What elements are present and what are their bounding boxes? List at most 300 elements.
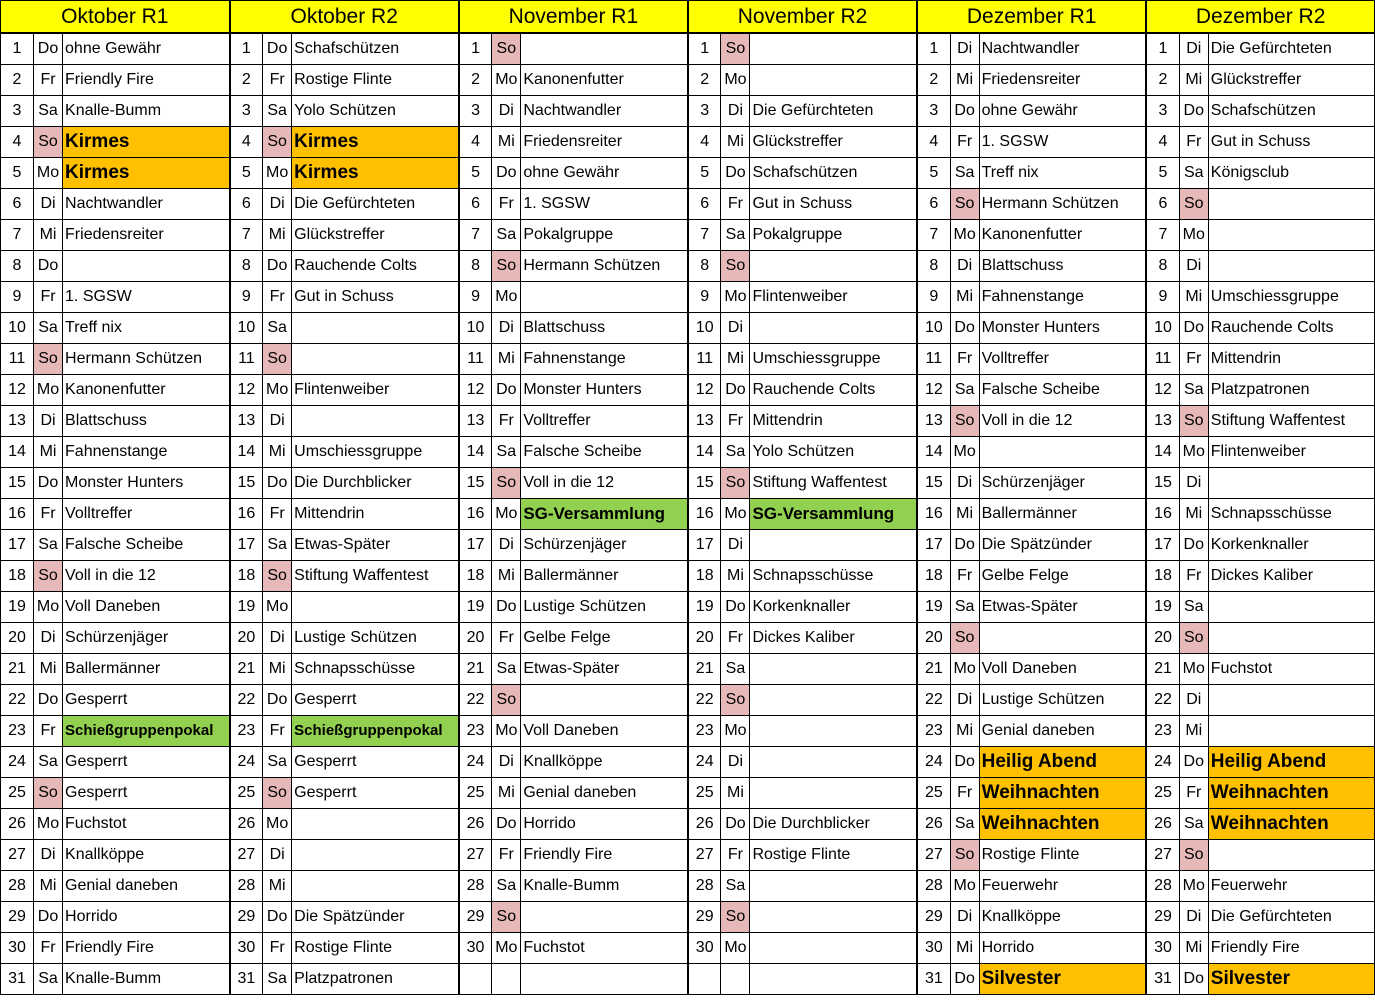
- day-number-cell[interactable]: 20: [917, 623, 950, 654]
- weekday-cell[interactable]: Fr: [1179, 778, 1208, 809]
- event-cell[interactable]: Voll in die 12: [521, 468, 688, 499]
- event-cell[interactable]: Heilig Abend: [1208, 747, 1374, 778]
- event-cell[interactable]: Die Durchblicker: [292, 468, 459, 499]
- event-cell[interactable]: [750, 778, 917, 809]
- weekday-cell[interactable]: Sa: [950, 158, 979, 189]
- weekday-cell[interactable]: Mi: [1179, 65, 1208, 96]
- event-cell[interactable]: [292, 809, 459, 840]
- weekday-cell[interactable]: Mi: [721, 778, 750, 809]
- weekday-cell[interactable]: Mi: [34, 220, 63, 251]
- weekday-cell[interactable]: Sa: [1179, 592, 1208, 623]
- weekday-cell[interactable]: Fr: [721, 189, 750, 220]
- event-cell[interactable]: Rostige Flinte: [292, 933, 459, 964]
- weekday-cell[interactable]: Do: [34, 902, 63, 933]
- weekday-cell[interactable]: Fr: [1179, 127, 1208, 158]
- weekday-cell[interactable]: Mo: [1179, 220, 1208, 251]
- day-number-cell[interactable]: 17: [459, 530, 492, 561]
- day-number-cell[interactable]: 30: [1, 933, 34, 964]
- event-cell[interactable]: Gesperrt: [63, 685, 230, 716]
- event-cell[interactable]: Die Gefürchteten: [750, 96, 917, 127]
- event-cell[interactable]: [521, 685, 688, 716]
- weekday-cell[interactable]: Do: [34, 685, 63, 716]
- weekday-cell[interactable]: Di: [34, 623, 63, 654]
- event-cell[interactable]: Blattschuss: [979, 251, 1146, 282]
- weekday-cell[interactable]: Di: [1179, 251, 1208, 282]
- weekday-cell[interactable]: So: [263, 778, 292, 809]
- day-number-cell[interactable]: 9: [1146, 282, 1179, 313]
- event-cell[interactable]: Weihnachten: [1208, 809, 1374, 840]
- weekday-cell[interactable]: Di: [263, 840, 292, 871]
- day-number-cell[interactable]: 2: [230, 65, 263, 96]
- event-cell[interactable]: Kirmes: [63, 127, 230, 158]
- weekday-cell[interactable]: Di: [721, 530, 750, 561]
- day-number-cell[interactable]: 7: [459, 220, 492, 251]
- day-number-cell[interactable]: 11: [917, 344, 950, 375]
- day-number-cell[interactable]: 6: [1146, 189, 1179, 220]
- day-number-cell[interactable]: 18: [1, 561, 34, 592]
- day-number-cell[interactable]: 7: [1146, 220, 1179, 251]
- weekday-cell[interactable]: Fr: [492, 840, 521, 871]
- event-cell[interactable]: Mittendrin: [1208, 344, 1374, 375]
- day-number-cell[interactable]: 16: [459, 499, 492, 530]
- event-cell[interactable]: Nachtwandler: [521, 96, 688, 127]
- event-cell[interactable]: Voll Daneben: [979, 654, 1146, 685]
- day-number-cell[interactable]: 27: [688, 840, 721, 871]
- weekday-cell[interactable]: Di: [1179, 468, 1208, 499]
- day-number-cell[interactable]: 28: [1146, 871, 1179, 902]
- day-number-cell[interactable]: 2: [1, 65, 34, 96]
- event-cell[interactable]: Korkenknaller: [1208, 530, 1374, 561]
- day-number-cell[interactable]: 20: [1146, 623, 1179, 654]
- event-cell[interactable]: Dickes Kaliber: [750, 623, 917, 654]
- day-number-cell[interactable]: 21: [459, 654, 492, 685]
- event-cell[interactable]: Knalle-Bumm: [521, 871, 688, 902]
- event-cell[interactable]: Platzpatronen: [292, 964, 459, 995]
- day-number-cell[interactable]: 5: [1, 158, 34, 189]
- day-number-cell[interactable]: 1: [1, 33, 34, 65]
- event-cell[interactable]: Friendly Fire: [63, 65, 230, 96]
- event-cell[interactable]: Stiftung Waffentest: [292, 561, 459, 592]
- weekday-cell[interactable]: So: [34, 778, 63, 809]
- event-cell[interactable]: Kirmes: [292, 127, 459, 158]
- weekday-cell[interactable]: Di: [1179, 902, 1208, 933]
- weekday-cell[interactable]: Sa: [950, 375, 979, 406]
- weekday-cell[interactable]: Fr: [950, 561, 979, 592]
- event-cell[interactable]: Schafschützen: [292, 33, 459, 65]
- weekday-cell[interactable]: So: [34, 127, 63, 158]
- weekday-cell[interactable]: Do: [950, 530, 979, 561]
- day-number-cell[interactable]: 26: [230, 809, 263, 840]
- weekday-cell[interactable]: Di: [263, 623, 292, 654]
- day-number-cell[interactable]: 31: [1, 964, 34, 995]
- day-number-cell[interactable]: 26: [1, 809, 34, 840]
- event-cell[interactable]: Fahnenstange: [63, 437, 230, 468]
- day-number-cell[interactable]: 25: [230, 778, 263, 809]
- day-number-cell[interactable]: 2: [1146, 65, 1179, 96]
- day-number-cell[interactable]: 31: [1146, 964, 1179, 995]
- event-cell[interactable]: Feuerwehr: [1208, 871, 1374, 902]
- event-cell[interactable]: Schießgruppenpokal: [292, 716, 459, 747]
- day-number-cell[interactable]: 15: [917, 468, 950, 499]
- weekday-cell[interactable]: Mi: [492, 344, 521, 375]
- event-cell[interactable]: Friendly Fire: [63, 933, 230, 964]
- weekday-cell[interactable]: So: [1179, 406, 1208, 437]
- weekday-cell[interactable]: Sa: [34, 964, 63, 995]
- event-cell[interactable]: Gut in Schuss: [1208, 127, 1374, 158]
- day-number-cell[interactable]: 24: [688, 747, 721, 778]
- weekday-cell[interactable]: Mi: [721, 127, 750, 158]
- day-number-cell[interactable]: 27: [230, 840, 263, 871]
- day-number-cell[interactable]: [459, 964, 492, 995]
- day-number-cell[interactable]: 19: [230, 592, 263, 623]
- day-number-cell[interactable]: 26: [917, 809, 950, 840]
- event-cell[interactable]: ohne Gewähr: [521, 158, 688, 189]
- day-number-cell[interactable]: 10: [230, 313, 263, 344]
- weekday-cell[interactable]: Di: [950, 902, 979, 933]
- event-cell[interactable]: [521, 282, 688, 313]
- weekday-cell[interactable]: Mi: [492, 127, 521, 158]
- weekday-cell[interactable]: Mi: [1179, 282, 1208, 313]
- day-number-cell[interactable]: 6: [230, 189, 263, 220]
- event-cell[interactable]: Flintenweiber: [292, 375, 459, 406]
- day-number-cell[interactable]: 27: [459, 840, 492, 871]
- day-number-cell[interactable]: 9: [917, 282, 950, 313]
- day-number-cell[interactable]: 10: [1146, 313, 1179, 344]
- weekday-cell[interactable]: Fr: [263, 499, 292, 530]
- day-number-cell[interactable]: 7: [917, 220, 950, 251]
- event-cell[interactable]: Gesperrt: [292, 778, 459, 809]
- event-cell[interactable]: Die Spätzünder: [979, 530, 1146, 561]
- event-cell[interactable]: Voll in die 12: [979, 406, 1146, 437]
- event-cell[interactable]: Falsche Scheibe: [979, 375, 1146, 406]
- day-number-cell[interactable]: 21: [1146, 654, 1179, 685]
- event-cell[interactable]: Blattschuss: [521, 313, 688, 344]
- weekday-cell[interactable]: Fr: [950, 127, 979, 158]
- day-number-cell[interactable]: 17: [1, 530, 34, 561]
- weekday-cell[interactable]: So: [263, 561, 292, 592]
- day-number-cell[interactable]: 2: [688, 65, 721, 96]
- event-cell[interactable]: Korkenknaller: [750, 592, 917, 623]
- weekday-cell[interactable]: So: [34, 561, 63, 592]
- weekday-cell[interactable]: Di: [950, 468, 979, 499]
- weekday-cell[interactable]: Sa: [34, 96, 63, 127]
- event-cell[interactable]: Genial daneben: [521, 778, 688, 809]
- event-cell[interactable]: [750, 685, 917, 716]
- event-cell[interactable]: Mittendrin: [292, 499, 459, 530]
- event-cell[interactable]: Gut in Schuss: [292, 282, 459, 313]
- weekday-cell[interactable]: Do: [492, 592, 521, 623]
- day-number-cell[interactable]: 13: [459, 406, 492, 437]
- event-cell[interactable]: Stiftung Waffentest: [750, 468, 917, 499]
- day-number-cell[interactable]: 8: [1, 251, 34, 282]
- weekday-cell[interactable]: Fr: [263, 282, 292, 313]
- event-cell[interactable]: Platzpatronen: [1208, 375, 1374, 406]
- weekday-cell[interactable]: Do: [492, 158, 521, 189]
- day-number-cell[interactable]: 10: [1, 313, 34, 344]
- weekday-cell[interactable]: Mo: [34, 375, 63, 406]
- day-number-cell[interactable]: 8: [688, 251, 721, 282]
- weekday-cell[interactable]: So: [721, 33, 750, 65]
- day-number-cell[interactable]: 30: [230, 933, 263, 964]
- event-cell[interactable]: Ballermänner: [521, 561, 688, 592]
- event-cell[interactable]: Knalle-Bumm: [63, 96, 230, 127]
- day-number-cell[interactable]: 12: [1, 375, 34, 406]
- weekday-cell[interactable]: Mi: [1179, 499, 1208, 530]
- day-number-cell[interactable]: 6: [1, 189, 34, 220]
- event-cell[interactable]: [292, 840, 459, 871]
- day-number-cell[interactable]: 18: [917, 561, 950, 592]
- weekday-cell[interactable]: Di: [721, 96, 750, 127]
- event-cell[interactable]: Weihnachten: [979, 809, 1146, 840]
- weekday-cell[interactable]: Mi: [263, 871, 292, 902]
- weekday-cell[interactable]: Fr: [950, 344, 979, 375]
- day-number-cell[interactable]: 7: [1, 220, 34, 251]
- day-number-cell[interactable]: 23: [1146, 716, 1179, 747]
- day-number-cell[interactable]: 23: [459, 716, 492, 747]
- weekday-cell[interactable]: Do: [34, 468, 63, 499]
- event-cell[interactable]: Gesperrt: [63, 778, 230, 809]
- event-cell[interactable]: [1208, 840, 1374, 871]
- day-number-cell[interactable]: 19: [688, 592, 721, 623]
- weekday-cell[interactable]: Mo: [721, 716, 750, 747]
- event-cell[interactable]: Dickes Kaliber: [1208, 561, 1374, 592]
- weekday-cell[interactable]: Mi: [1179, 933, 1208, 964]
- weekday-cell[interactable]: Sa: [263, 96, 292, 127]
- weekday-cell[interactable]: Sa: [950, 809, 979, 840]
- weekday-cell[interactable]: Sa: [721, 220, 750, 251]
- weekday-cell[interactable]: Di: [492, 96, 521, 127]
- event-cell[interactable]: Rauchende Colts: [292, 251, 459, 282]
- weekday-cell[interactable]: Mi: [950, 933, 979, 964]
- weekday-cell[interactable]: Fr: [34, 65, 63, 96]
- event-cell[interactable]: Schürzenjäger: [979, 468, 1146, 499]
- day-number-cell[interactable]: 9: [230, 282, 263, 313]
- event-cell[interactable]: Knalle-Bumm: [63, 964, 230, 995]
- event-cell[interactable]: Knallköppe: [63, 840, 230, 871]
- weekday-cell[interactable]: So: [263, 344, 292, 375]
- event-cell[interactable]: 1. SGSW: [979, 127, 1146, 158]
- weekday-cell[interactable]: Mo: [263, 158, 292, 189]
- weekday-cell[interactable]: Sa: [721, 654, 750, 685]
- weekday-cell[interactable]: Mi: [263, 654, 292, 685]
- day-number-cell[interactable]: [688, 964, 721, 995]
- weekday-cell[interactable]: Sa: [492, 871, 521, 902]
- event-cell[interactable]: Blattschuss: [63, 406, 230, 437]
- day-number-cell[interactable]: 19: [917, 592, 950, 623]
- weekday-cell[interactable]: Mo: [950, 437, 979, 468]
- day-number-cell[interactable]: 29: [688, 902, 721, 933]
- weekday-cell[interactable]: Mo: [34, 809, 63, 840]
- day-number-cell[interactable]: 25: [688, 778, 721, 809]
- day-number-cell[interactable]: 16: [688, 499, 721, 530]
- event-cell[interactable]: [1208, 468, 1374, 499]
- event-cell[interactable]: [750, 530, 917, 561]
- day-number-cell[interactable]: 5: [230, 158, 263, 189]
- day-number-cell[interactable]: 30: [688, 933, 721, 964]
- day-number-cell[interactable]: 12: [1146, 375, 1179, 406]
- weekday-cell[interactable]: So: [492, 685, 521, 716]
- event-cell[interactable]: Friedensreiter: [979, 65, 1146, 96]
- weekday-cell[interactable]: Fr: [263, 65, 292, 96]
- day-number-cell[interactable]: 18: [1146, 561, 1179, 592]
- weekday-cell[interactable]: Mo: [492, 65, 521, 96]
- weekday-cell[interactable]: Mi: [1179, 716, 1208, 747]
- day-number-cell[interactable]: 13: [1, 406, 34, 437]
- day-number-cell[interactable]: 8: [230, 251, 263, 282]
- day-number-cell[interactable]: 20: [688, 623, 721, 654]
- event-cell[interactable]: Schnapsschüsse: [1208, 499, 1374, 530]
- day-number-cell[interactable]: 22: [1, 685, 34, 716]
- event-cell[interactable]: Schießgruppenpokal: [63, 716, 230, 747]
- day-number-cell[interactable]: 7: [230, 220, 263, 251]
- weekday-cell[interactable]: So: [1179, 189, 1208, 220]
- day-number-cell[interactable]: 22: [1146, 685, 1179, 716]
- day-number-cell[interactable]: 15: [688, 468, 721, 499]
- day-number-cell[interactable]: 21: [917, 654, 950, 685]
- day-number-cell[interactable]: 12: [459, 375, 492, 406]
- weekday-cell[interactable]: Mo: [1179, 871, 1208, 902]
- weekday-cell[interactable]: Di: [950, 685, 979, 716]
- event-cell[interactable]: Rostige Flinte: [979, 840, 1146, 871]
- day-number-cell[interactable]: 24: [459, 747, 492, 778]
- day-number-cell[interactable]: 29: [917, 902, 950, 933]
- day-number-cell[interactable]: 26: [459, 809, 492, 840]
- weekday-cell[interactable]: Fr: [721, 623, 750, 654]
- weekday-cell[interactable]: Do: [263, 251, 292, 282]
- weekday-cell[interactable]: So: [263, 127, 292, 158]
- weekday-cell[interactable]: Sa: [721, 871, 750, 902]
- weekday-cell[interactable]: Fr: [492, 189, 521, 220]
- day-number-cell[interactable]: 22: [230, 685, 263, 716]
- event-cell[interactable]: Kanonenfutter: [521, 65, 688, 96]
- event-cell[interactable]: Flintenweiber: [750, 282, 917, 313]
- event-cell[interactable]: Friendly Fire: [521, 840, 688, 871]
- weekday-cell[interactable]: Do: [721, 809, 750, 840]
- weekday-cell[interactable]: Mo: [263, 592, 292, 623]
- event-cell[interactable]: Nachtwandler: [63, 189, 230, 220]
- event-cell[interactable]: Fuchstot: [63, 809, 230, 840]
- day-number-cell[interactable]: 22: [688, 685, 721, 716]
- event-cell[interactable]: [750, 313, 917, 344]
- day-number-cell[interactable]: 6: [917, 189, 950, 220]
- weekday-cell[interactable]: So: [721, 468, 750, 499]
- day-number-cell[interactable]: 7: [688, 220, 721, 251]
- weekday-cell[interactable]: Sa: [492, 437, 521, 468]
- day-number-cell[interactable]: 1: [459, 33, 492, 65]
- event-cell[interactable]: [750, 716, 917, 747]
- weekday-cell[interactable]: [721, 964, 750, 995]
- event-cell[interactable]: Etwas-Später: [979, 592, 1146, 623]
- event-cell[interactable]: [1208, 189, 1374, 220]
- weekday-cell[interactable]: Do: [263, 468, 292, 499]
- day-number-cell[interactable]: 11: [1146, 344, 1179, 375]
- event-cell[interactable]: Glückstreffer: [292, 220, 459, 251]
- event-cell[interactable]: Silvester: [1208, 964, 1374, 995]
- day-number-cell[interactable]: 23: [230, 716, 263, 747]
- day-number-cell[interactable]: 31: [917, 964, 950, 995]
- event-cell[interactable]: [1208, 623, 1374, 654]
- weekday-cell[interactable]: Fr: [263, 716, 292, 747]
- event-cell[interactable]: Fuchstot: [521, 933, 688, 964]
- weekday-cell[interactable]: Mi: [721, 344, 750, 375]
- event-cell[interactable]: [521, 33, 688, 65]
- day-number-cell[interactable]: 1: [688, 33, 721, 65]
- day-number-cell[interactable]: 24: [1146, 747, 1179, 778]
- weekday-cell[interactable]: Do: [950, 313, 979, 344]
- weekday-cell[interactable]: So: [34, 344, 63, 375]
- weekday-cell[interactable]: Di: [492, 530, 521, 561]
- day-number-cell[interactable]: 14: [1, 437, 34, 468]
- day-number-cell[interactable]: 5: [459, 158, 492, 189]
- event-cell[interactable]: Volltreffer: [63, 499, 230, 530]
- event-cell[interactable]: Lustige Schützen: [292, 623, 459, 654]
- weekday-cell[interactable]: Do: [1179, 530, 1208, 561]
- weekday-cell[interactable]: Fr: [492, 406, 521, 437]
- weekday-cell[interactable]: Fr: [34, 282, 63, 313]
- day-number-cell[interactable]: 9: [688, 282, 721, 313]
- day-number-cell[interactable]: 23: [1, 716, 34, 747]
- day-number-cell[interactable]: 17: [688, 530, 721, 561]
- event-cell[interactable]: ohne Gewähr: [63, 33, 230, 65]
- day-number-cell[interactable]: 29: [1, 902, 34, 933]
- weekday-cell[interactable]: Mi: [492, 778, 521, 809]
- day-number-cell[interactable]: 11: [230, 344, 263, 375]
- weekday-cell[interactable]: [492, 964, 521, 995]
- day-number-cell[interactable]: 11: [1, 344, 34, 375]
- weekday-cell[interactable]: Mo: [1179, 437, 1208, 468]
- day-number-cell[interactable]: 23: [917, 716, 950, 747]
- event-cell[interactable]: Voll Daneben: [63, 592, 230, 623]
- event-cell[interactable]: Umschiessgruppe: [1208, 282, 1374, 313]
- event-cell[interactable]: Friedensreiter: [521, 127, 688, 158]
- day-number-cell[interactable]: 28: [917, 871, 950, 902]
- event-cell[interactable]: [1208, 251, 1374, 282]
- weekday-cell[interactable]: Do: [1179, 313, 1208, 344]
- weekday-cell[interactable]: Do: [950, 96, 979, 127]
- day-number-cell[interactable]: 4: [459, 127, 492, 158]
- event-cell[interactable]: Die Durchblicker: [750, 809, 917, 840]
- event-cell[interactable]: [750, 902, 917, 933]
- day-number-cell[interactable]: 2: [917, 65, 950, 96]
- event-cell[interactable]: [521, 902, 688, 933]
- day-number-cell[interactable]: 18: [230, 561, 263, 592]
- event-cell[interactable]: Lustige Schützen: [979, 685, 1146, 716]
- day-number-cell[interactable]: 27: [1146, 840, 1179, 871]
- event-cell[interactable]: [979, 437, 1146, 468]
- event-cell[interactable]: [750, 933, 917, 964]
- day-number-cell[interactable]: 9: [1, 282, 34, 313]
- event-cell[interactable]: Fahnenstange: [521, 344, 688, 375]
- weekday-cell[interactable]: Sa: [492, 654, 521, 685]
- event-cell[interactable]: Horrido: [521, 809, 688, 840]
- weekday-cell[interactable]: Di: [34, 406, 63, 437]
- event-cell[interactable]: [750, 251, 917, 282]
- weekday-cell[interactable]: Mo: [492, 933, 521, 964]
- day-number-cell[interactable]: 10: [917, 313, 950, 344]
- event-cell[interactable]: Monster Hunters: [63, 468, 230, 499]
- weekday-cell[interactable]: Mo: [721, 499, 750, 530]
- weekday-cell[interactable]: Sa: [492, 220, 521, 251]
- weekday-cell[interactable]: Sa: [263, 747, 292, 778]
- event-cell[interactable]: [1208, 716, 1374, 747]
- day-number-cell[interactable]: 28: [688, 871, 721, 902]
- day-number-cell[interactable]: 12: [917, 375, 950, 406]
- day-number-cell[interactable]: 12: [230, 375, 263, 406]
- day-number-cell[interactable]: 13: [917, 406, 950, 437]
- day-number-cell[interactable]: 24: [917, 747, 950, 778]
- weekday-cell[interactable]: Di: [34, 840, 63, 871]
- event-cell[interactable]: Falsche Scheibe: [521, 437, 688, 468]
